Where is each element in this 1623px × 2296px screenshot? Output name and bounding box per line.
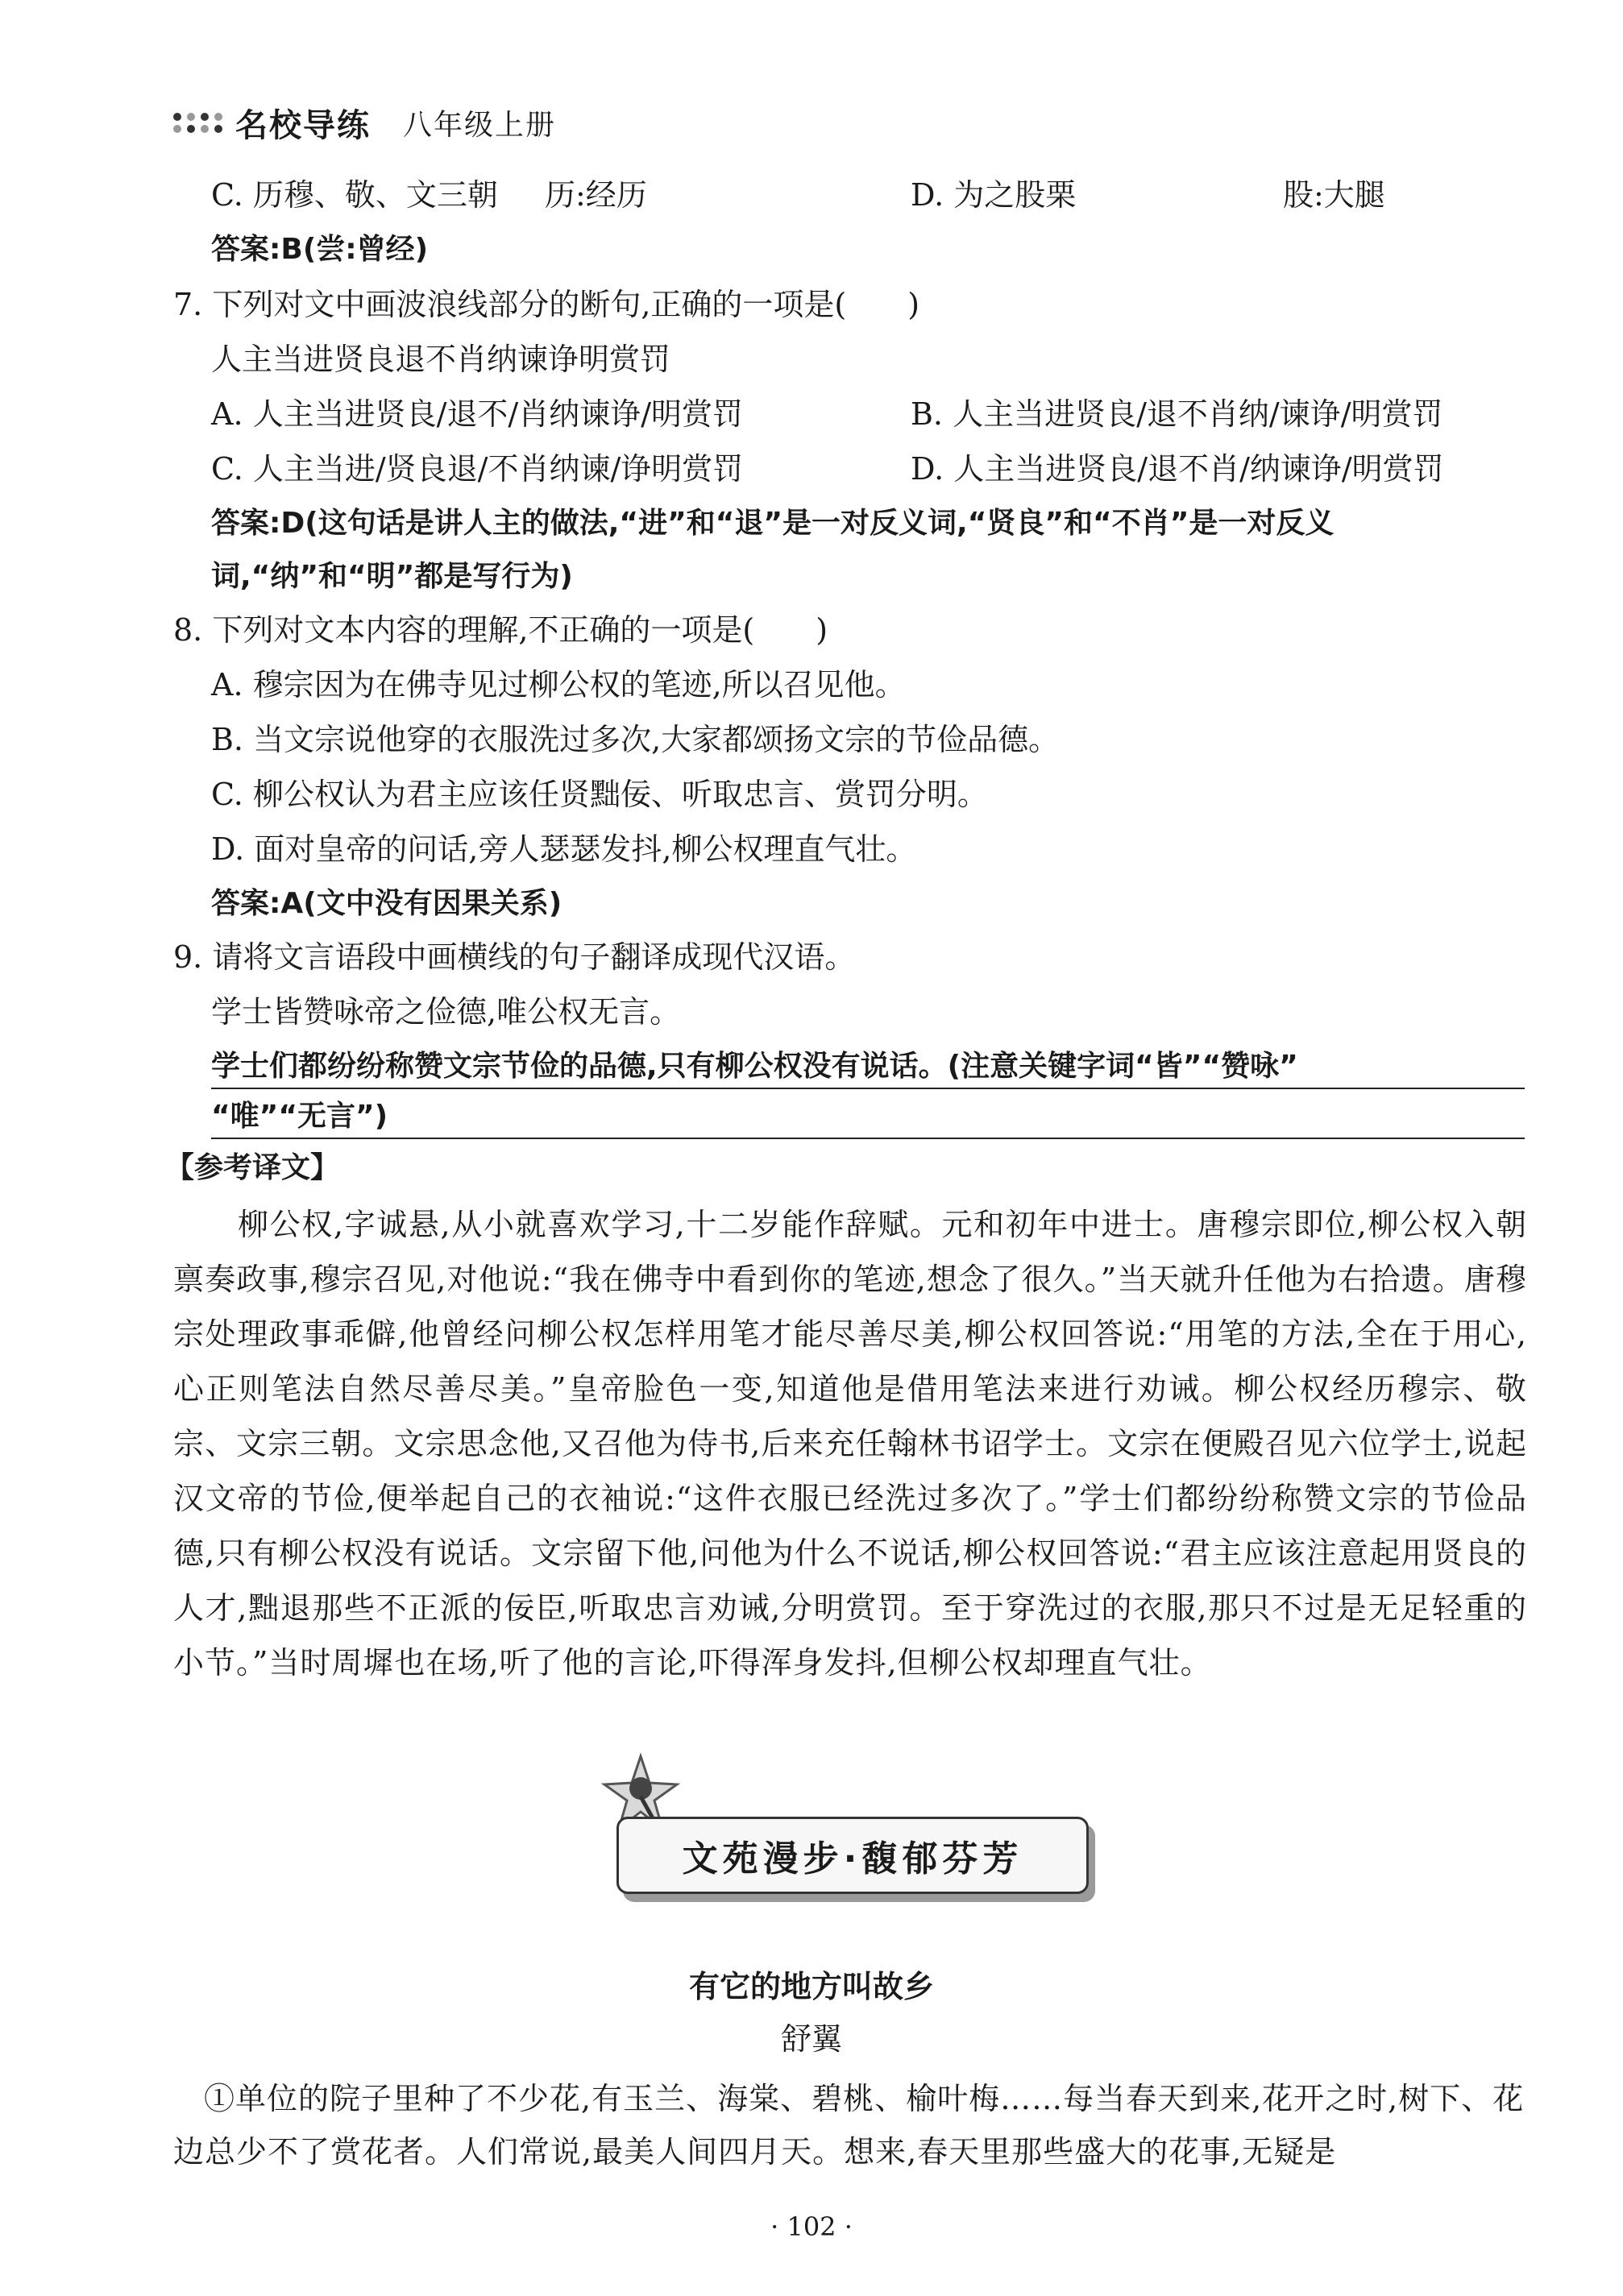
- q8-option-b: B. 当文宗说他穿的衣服洗过多次,大家都颂扬文宗的节俭品德。: [211, 722, 1060, 757]
- essay-title: 有它的地方叫故乡: [688, 1969, 934, 2004]
- q8-option-c: C. 柳公权认为君主应该任贤黜佞、听取忠言、赏罚分明。: [211, 777, 988, 812]
- q9-sentence: 学士皆赞咏帝之俭德,唯公权无言。: [211, 994, 681, 1030]
- section-title: 文苑漫步·馥郁芬芳: [682, 1838, 1023, 1879]
- q7-stem: 7. 下列对文中画波浪线部分的断句,正确的一项是( ): [173, 287, 920, 322]
- q9-stem: 9. 请将文言语段中画横线的句子翻译成现代汉语。: [173, 939, 856, 975]
- page-number: · 102 ·: [770, 2211, 853, 2242]
- grade-label: 八年级上册: [403, 108, 557, 142]
- q7-sentence: 人主当进贤良退不肖纳谏诤明赏罚: [211, 342, 671, 377]
- q6-option-c-gloss: 历:经历: [545, 177, 647, 213]
- q7-answer-line1: 答案:D(这句话是讲人主的做法,“进”和“退”是一对反义词,“贤良”和“不肖”是一对反义: [211, 507, 1335, 540]
- q8-option-a: A. 穆宗因为在佛寺见过柳公权的笔迹,所以召见他。: [211, 667, 906, 702]
- q8-stem: 8. 下列对文本内容的理解,不正确的一项是( ): [173, 612, 828, 648]
- translation-body: 柳公权,字诚悬,从小就喜欢学习,十二岁能作辞赋。元和初年中进士。唐穆宗即位,柳公权入朝禀奏政事,穆宗召见,对他说:“我在佛寺中看到你的笔迹,想念了很久。”当天就升任他为右拾遗。唐穆宗处理政事乖僻,他曾经问柳公权怎样用笔才能尽善尽美,柳公权回答说:“用笔的方法,全在于用心,心正则笔法自然尽善尽美。”皇帝脸色一变,知道他是借用笔法来进行劝诫。柳公权经历穆宗、敬宗、文宗三朝。文宗思念他,又召他为侍书,后来充任翰林书诏学士。文宗在便殿召见六位学士,说起汉文帝的节俭,便举起自己的衣袖说:“这件衣服已经洗过多次了。”学士们都纷纷称赞文宗的节俭品德,只有柳公权没有说话。文宗留下他,问他为什么不说话,柳公权回答说:“君主应该注意起用贤良的人才,黜退那些不正派的佞臣,听取忠言劝诫,分明赏罚。至于穿洗过的衣服,那只不过是无足轻重的小节。”当时周墀也在场,听了他的言论,吓得浑身发抖,但柳公权却理直气壮。: [173, 1207, 1527, 1681]
- essay-author: 舒翼: [780, 2021, 842, 2057]
- page-header: [173, 98, 556, 147]
- section-banner: [616, 1817, 1089, 1894]
- brand-title: 名校导练: [235, 106, 371, 144]
- q6-option-d-gloss: 股:大腿: [1283, 177, 1385, 213]
- q6-option-d: D. 为之股栗: [911, 177, 1077, 213]
- q6-answer: 答案:B(尝:曾经): [211, 233, 429, 266]
- essay-paragraph-1: ①单位的院子里种了不少花,有玉兰、海棠、碧桃、榆叶梅……每当春天到来,花开之时,树下、花边总少不了赏花者。人们常说,最美人间四月天。想来,春天里那些盛大的花事,无疑是: [173, 2081, 1525, 2170]
- q9-answer-line1: 学士们都纷纷称赞文宗节俭的品德,只有柳公权没有说话。(注意关键字词“皆”“赞咏”: [211, 1050, 1298, 1083]
- answer-underline-2: [211, 1138, 1525, 1139]
- q7-answer-line2: 词,“纳”和“明”都是写行为): [211, 560, 573, 593]
- logo-dots-icon: [173, 113, 224, 133]
- q8-option-d: D. 面对皇帝的问话,旁人瑟瑟发抖,柳公权理直气壮。: [211, 831, 917, 867]
- q6-option-c: C. 历穆、敬、文三朝: [211, 177, 498, 213]
- translation-heading: 【参考译文】: [165, 1151, 340, 1184]
- q7-option-c: C. 人主当进/贤良退/不肖纳谏/诤明赏罚: [211, 451, 744, 487]
- q9-answer-line2: “唯”“无言”): [211, 1100, 388, 1133]
- q7-option-a: A. 人主当进贤良/退不/肖纳谏诤/明赏罚: [211, 396, 744, 432]
- q7-option-b: B. 人主当进贤良/退不肖纳/谏诤/明赏罚: [911, 396, 1443, 432]
- q7-option-d: D. 人主当进贤良/退不肖/纳谏诤/明赏罚: [911, 451, 1444, 487]
- answer-underline-1: [211, 1088, 1525, 1089]
- q8-answer: 答案:A(文中没有因果关系): [211, 887, 562, 920]
